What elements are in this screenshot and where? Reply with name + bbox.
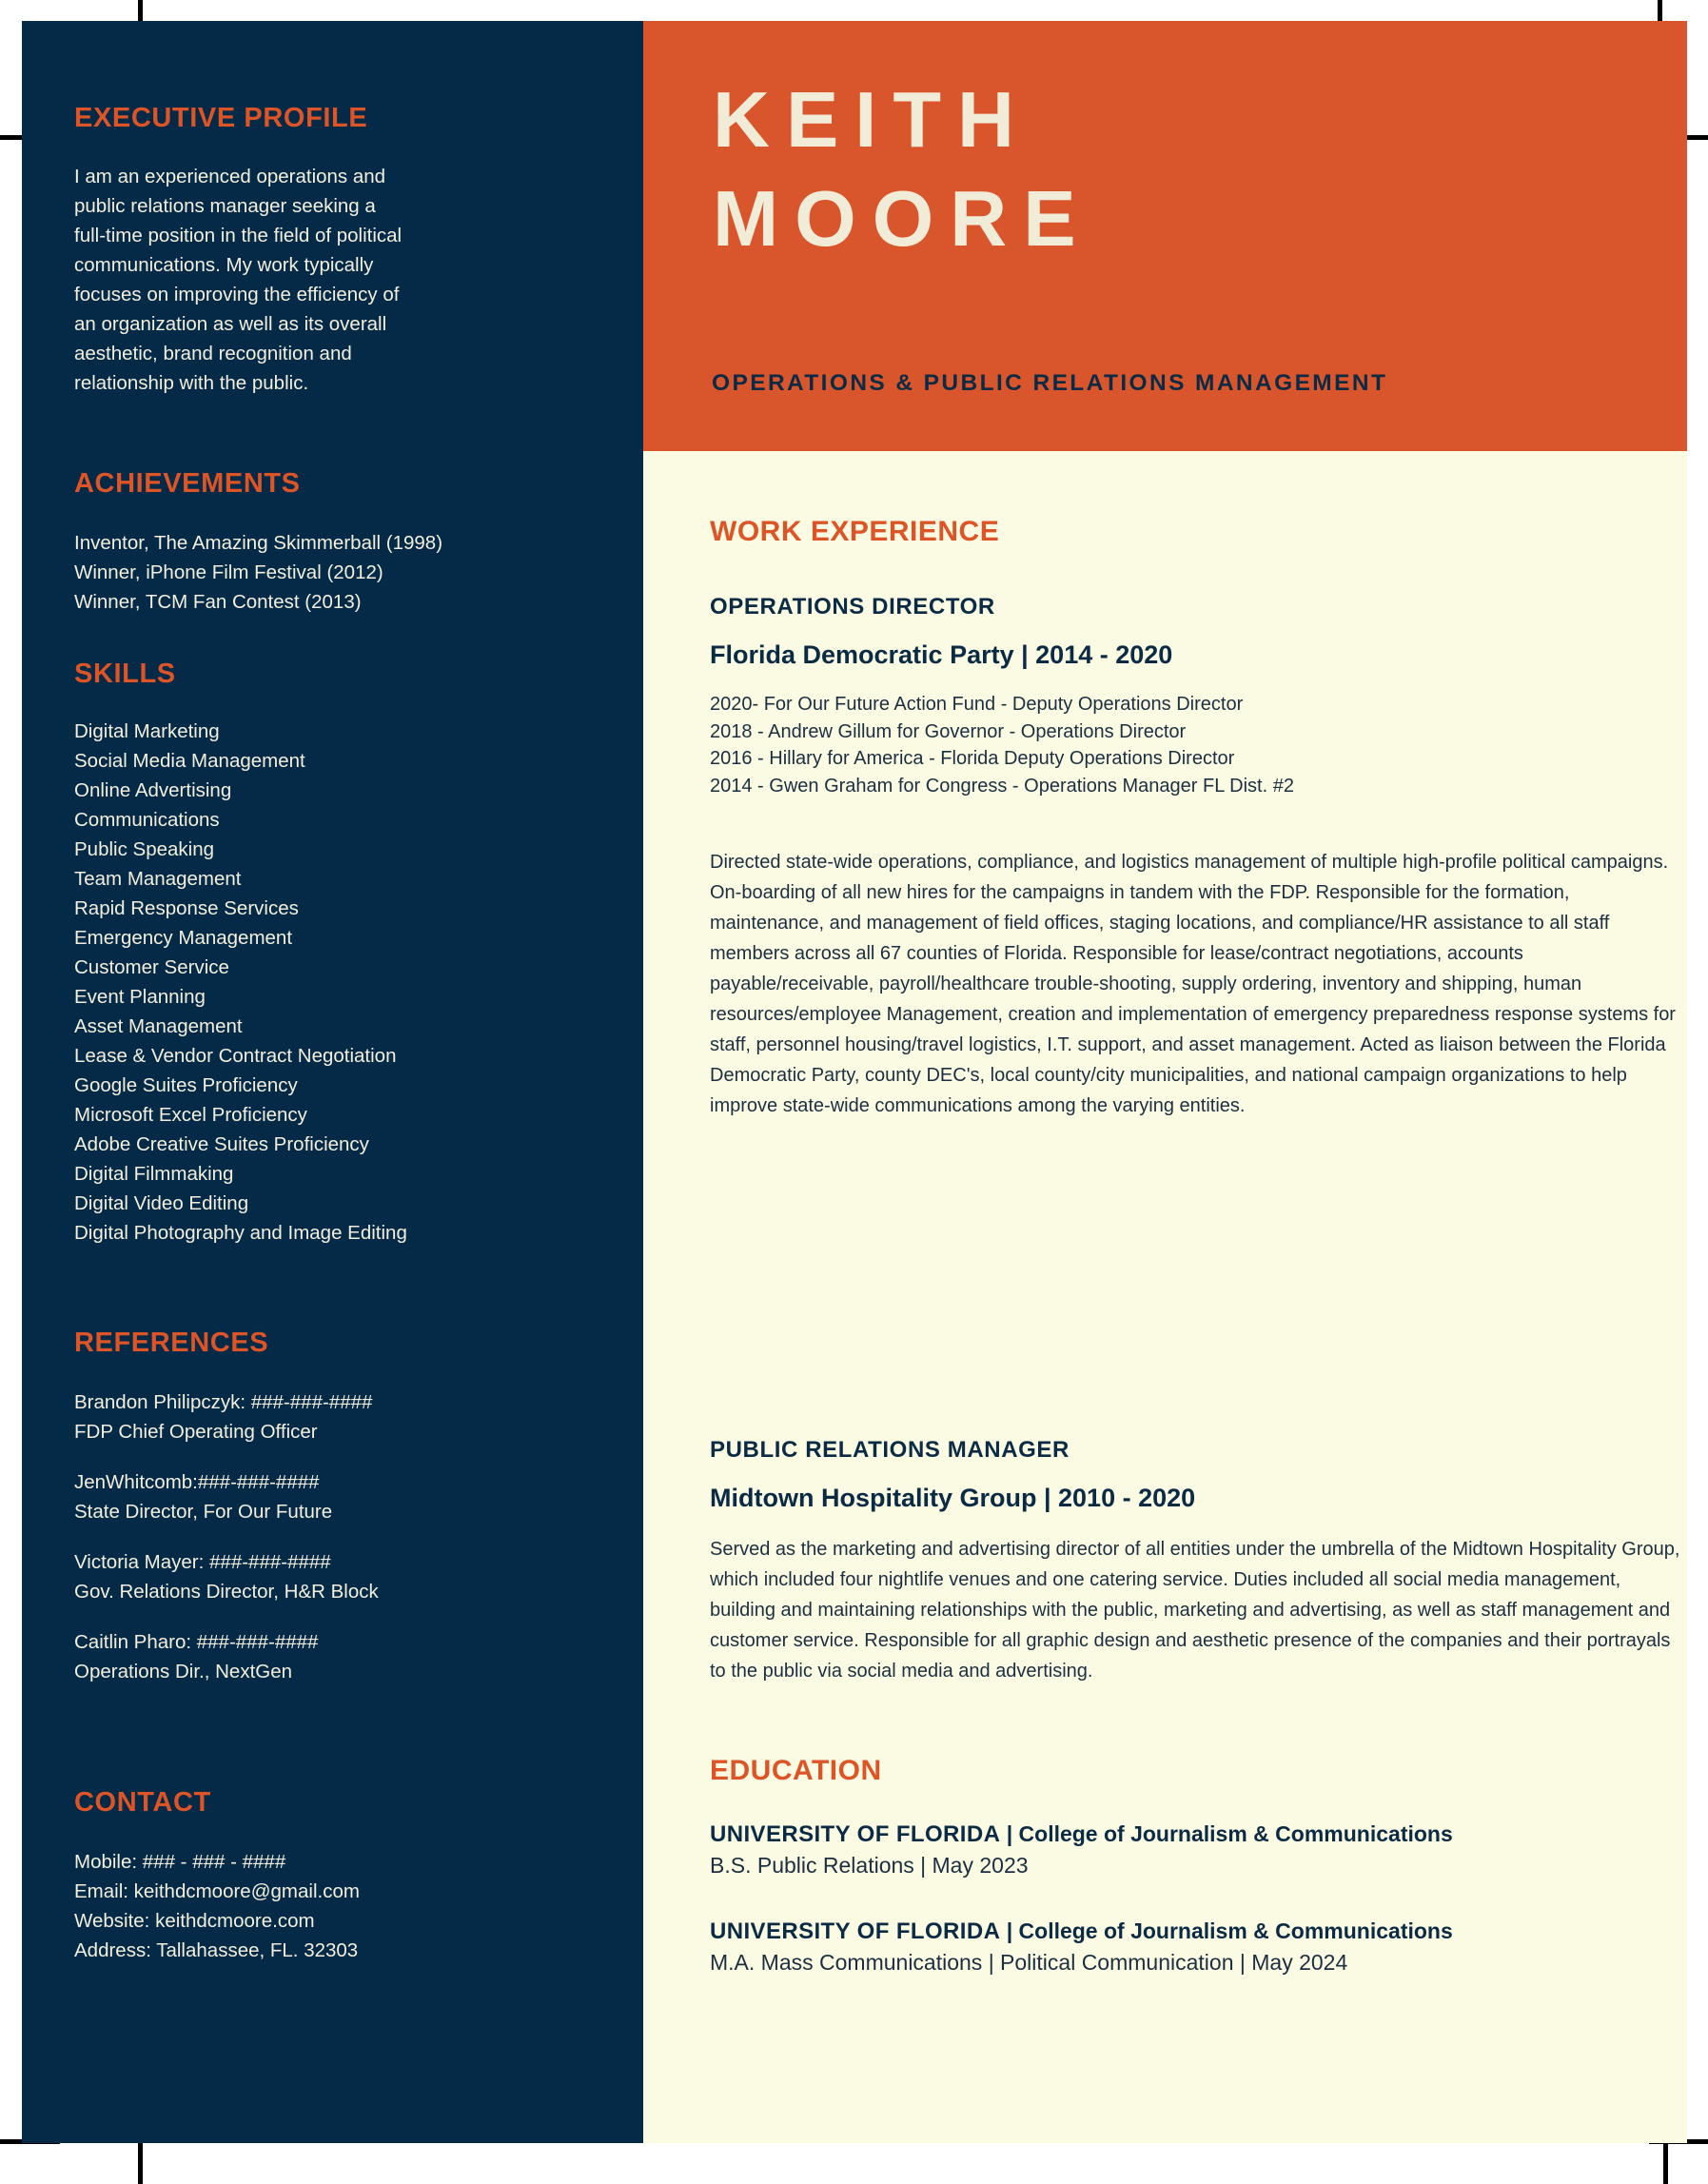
achievements-heading: ACHIEVEMENTS [74,468,301,499]
job-bullets [710,691,1680,799]
list-item: Event Planning [74,986,206,1008]
education-college: College of Journalism & Communications [1018,1821,1453,1846]
list-item: Digital Photography and Image Editing [74,1222,407,1244]
list-item: Google Suites Proficiency [74,1074,298,1096]
list-item: 2018 - Andrew Gillum for Governor - Operations Director [710,720,1187,742]
education-item [710,1918,1687,1976]
section-work-experience [710,516,1680,1121]
list-item: Social Media Management [74,750,305,772]
list-item: Team Management [74,868,242,890]
job-title: OPERATIONS DIRECTOR [710,594,995,620]
skills-list [74,717,607,1248]
achievements-list [74,528,588,617]
list-item: Inventor, The Amazing Skimmerball (1998) [74,532,443,554]
section-skills [74,659,607,1248]
main-content [643,451,1687,2143]
contact-mobile: Mobile: ### - ### - #### [74,1851,286,1873]
list-item: Winner, TCM Fan Contest (2013) [74,591,362,613]
education-degree: B.S. Public Relations | May 2023 [710,1853,1029,1878]
list-item: Communications [74,809,220,831]
resume-page [22,21,1687,2143]
education-college: College of Journalism & Communications [1018,1918,1453,1943]
reference-name-phone: Brandon Philipczyk: ###-###-#### [74,1391,373,1413]
reference-item [74,1627,607,1686]
reference-item [74,1547,607,1606]
job-description: Served as the marketing and advertising director of all entities under the umbrella of the Midtown Hospitality Group, which included four nightlife venues and one catering service. Duties included all social media management, building and maintaining relationships with the public, marketing and advertising, as well as staff management and customer service. Responsible for all graphic design and aesthetic presence of the companies and their portrayals to the public via social media and advertising. [710,1539,1680,1682]
skills-heading: SKILLS [74,659,176,689]
education-university: UNIVERSITY OF FLORIDA [710,1821,1001,1847]
section-contact [74,1787,607,1965]
reference-item [74,1467,607,1526]
header-band [643,21,1687,451]
section-education [710,1755,1687,1976]
list-item: Digital Filmmaking [74,1163,234,1185]
executive-profile-text: I am an experienced operations and public relations manager seeking a full-time position in the field of political communications. My work typically focuses on improving the efficiency of an organization as well as its overall aesthetic, brand recognition and relationship with the public. [74,166,402,394]
list-item: Microsoft Excel Proficiency [74,1104,307,1126]
job-organization: Florida Democratic Party | 2014 - 2020 [710,640,1173,669]
header-subtitle: OPERATIONS & PUBLIC RELATIONS MANAGEMENT [712,370,1388,396]
first-name: KEITH [713,75,1031,164]
contact-heading: CONTACT [74,1787,211,1818]
list-item: Customer Service [74,956,229,978]
list-item: 2020- For Our Future Action Fund - Deputy Operations Director [710,694,1244,715]
education-university: UNIVERSITY OF FLORIDA [710,1918,1001,1944]
section-references [74,1328,607,1686]
job-title: PUBLIC RELATIONS MANAGER [710,1437,1070,1463]
references-heading: REFERENCES [74,1328,269,1358]
contact-email: Email: keithdcmoore@gmail.com [74,1880,360,1902]
contact-address: Address: Tallahassee, FL. 32303 [74,1939,359,1961]
reference-title: Operations Dir., NextGen [74,1661,293,1682]
executive-profile-heading: EXECUTIVE PROFILE [74,103,368,133]
list-item: Adobe Creative Suites Proficiency [74,1133,369,1155]
section-work-experience-second [710,1437,1680,1686]
reference-name-phone: Victoria Mayer: ###-###-#### [74,1551,331,1573]
education-heading: EDUCATION [710,1755,882,1786]
section-executive-profile [74,103,550,398]
list-item: Emergency Management [74,927,293,949]
list-item: Asset Management [74,1015,243,1037]
list-item: Public Speaking [74,838,215,860]
reference-title: State Director, For Our Future [74,1501,333,1523]
education-separator: | [1000,1821,1019,1846]
job-description: Directed state-wide operations, compliance, and logistics management of multiple high-profile political campaigns. On-boarding of all new hires for the campaigns in tandem with the FDP. Responsible for the formation, maintenance, and management of field offices, staging locations, and compliance/HR assistance to all staff members across all 67 counties of Florida. Responsible for lease/contract negotiations, accounts payable/receivable, payroll/healthcare trouble-shooting, supply ordering, inventory and shipping, human resources/employee Management, creation and implementation of emergency preparedness response systems for staff, personnel housing/travel logistics, I.T. support, and asset management. Acted as liaison between the Florida Democratic Party, county DEC's, local county/city municipalities, and national campaign organizations to help improve state-wide communications among the varying entities. [710,852,1676,1116]
list-item: Rapid Response Services [74,897,299,919]
reference-title: FDP Chief Operating Officer [74,1421,318,1443]
education-school [710,1918,1687,1945]
list-item: Winner, iPhone Film Festival (2012) [74,561,383,583]
section-achievements [74,468,588,617]
reference-name-phone: Caitlin Pharo: ###-###-#### [74,1631,319,1653]
list-item: Digital Marketing [74,720,220,742]
list-item: Digital Video Editing [74,1192,249,1214]
education-school [710,1821,1687,1848]
reference-name-phone: JenWhitcomb:###-###-#### [74,1471,320,1493]
education-separator: | [1000,1918,1019,1943]
reference-title: Gov. Relations Director, H&R Block [74,1581,379,1603]
contact-list [74,1847,607,1965]
list-item: 2016 - Hillary for America - Florida Deputy Operations Director [710,748,1235,769]
education-item [710,1821,1687,1879]
job-organization: Midtown Hospitality Group | 2010 - 2020 [710,1484,1196,1512]
education-degree: M.A. Mass Communications | Political Communication | May 2024 [710,1950,1348,1975]
reference-item [74,1387,607,1446]
list-item: Online Advertising [74,779,232,801]
last-name: MOORE [713,174,1092,263]
work-experience-heading: WORK EXPERIENCE [710,516,1000,547]
contact-website: Website: keithdcmoore.com [74,1910,315,1932]
list-item: Lease & Vendor Contract Negotiation [74,1045,397,1067]
sidebar [22,21,643,2143]
list-item: 2014 - Gwen Graham for Congress - Operations Manager FL Dist. #2 [710,775,1294,797]
